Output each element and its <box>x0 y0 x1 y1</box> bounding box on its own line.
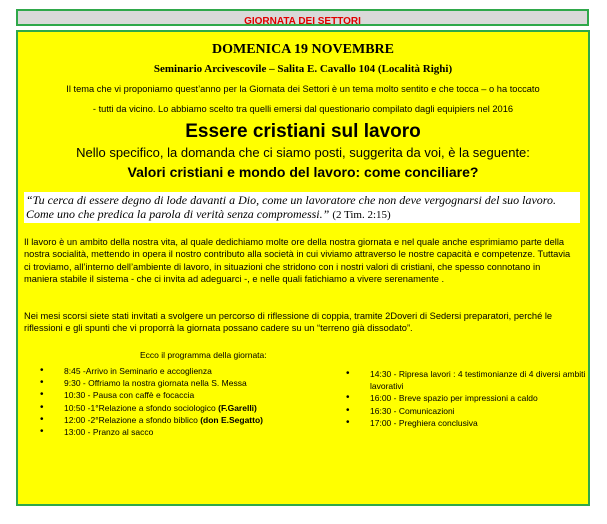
event-location: Seminario Arcivescovile – Salita E. Cavallo 104 (Località Righi) <box>153 63 453 75</box>
event-date: DOMENICA 19 NOVEMBRE <box>211 42 394 57</box>
list-item: • 9:30 - Offriamo la nostra giornata nella S. Messa <box>38 377 338 389</box>
list-item: • 10:30 - Pausa con caffè e focaccia <box>38 389 338 401</box>
list-item: • 12:00 -2°Relazione a sfondo biblico (don E.Segatto) <box>38 414 338 426</box>
program-afternoon-list <box>344 368 589 429</box>
question-lead: Nello specifico, la domanda che ci siamo posti, suggerita da voi, è la seguente: <box>76 145 530 160</box>
list-item: • 14:30 - Ripresa lavori : 4 testimonianze di 4 diversi ambiti lavorativi <box>344 368 589 392</box>
theme-title: Essere cristiani sul lavoro <box>185 121 421 142</box>
list-item: • 16:00 - Breve spazio per impressioni a caldo <box>344 392 589 404</box>
list-item: • 13:00 - Pranzo al sacco <box>38 426 338 438</box>
paragraph-preparation: Nei mesi scorsi siete stati invitati a svolgere un percorso di riflessione di coppia, tramite 2Doveri di Sedersi preparatori, perché le riflessioni e gli spunti che vi proporrà la giornata possano cadere su un “terreno già dissodato”. <box>24 311 553 334</box>
list-item: • 8:45 -Arrivo in Seminario e accoglienza <box>38 365 338 377</box>
paragraph-work: Il lavoro è un ambito della nostra vita, al quale dedichiamo molte ore della nostra giornata e nel quale anche esprimiamo parte della nostra socialità, mettendo in opera il nostro contributo alla società in cui viviamo attraverso le nostre capacità e competenze. Tuttavia ci troviamo, all’interno dell’ambiente di lavoro, in situazioni che stridono con i nostri valori di cristiani, che spesso connotano in maniera stabile il sistema - che ci invita ad adeguarci -, e nelle quali fatichiamo a vivere serenamente . <box>24 237 571 284</box>
event-flyer <box>16 30 590 506</box>
quote-reference: (2 Tim. 2:15) <box>332 209 391 221</box>
intro-line-2: - tutti da vicino. Lo abbiamo scelto tra quelli emersi dal questionario compilato dagli equipiers nel 2016 <box>92 104 514 114</box>
header-banner <box>16 9 589 26</box>
quote-text: “Tu cerca di essere degno di lode davanti a Dio, come un lavoratore che non deve vergognarsi del suo lavoro. Come uno che predica la parola di verità senza compromessi.” <box>26 193 557 221</box>
intro-line-1: Il tema che vi proponiamo quest’anno per la Giornata dei Settori è un tema molto sentito e che tocca – o ha toccato <box>66 84 540 94</box>
program-morning-list <box>38 365 338 438</box>
program-title: Ecco il programma della giornata: <box>140 350 267 360</box>
banner-title: GIORNATA DEI SETTORI <box>244 16 361 27</box>
list-item: • 16:30 - Comunicazioni <box>344 405 589 417</box>
list-item: • 17:00 - Preghiera conclusiva <box>344 417 589 429</box>
theme-question: Valori cristiani e mondo del lavoro: come conciliare? <box>127 164 479 180</box>
bible-quote <box>24 192 580 223</box>
list-item: • 10:50 -1°Relazione a sfondo sociologico (F.Garelli) <box>38 402 338 414</box>
